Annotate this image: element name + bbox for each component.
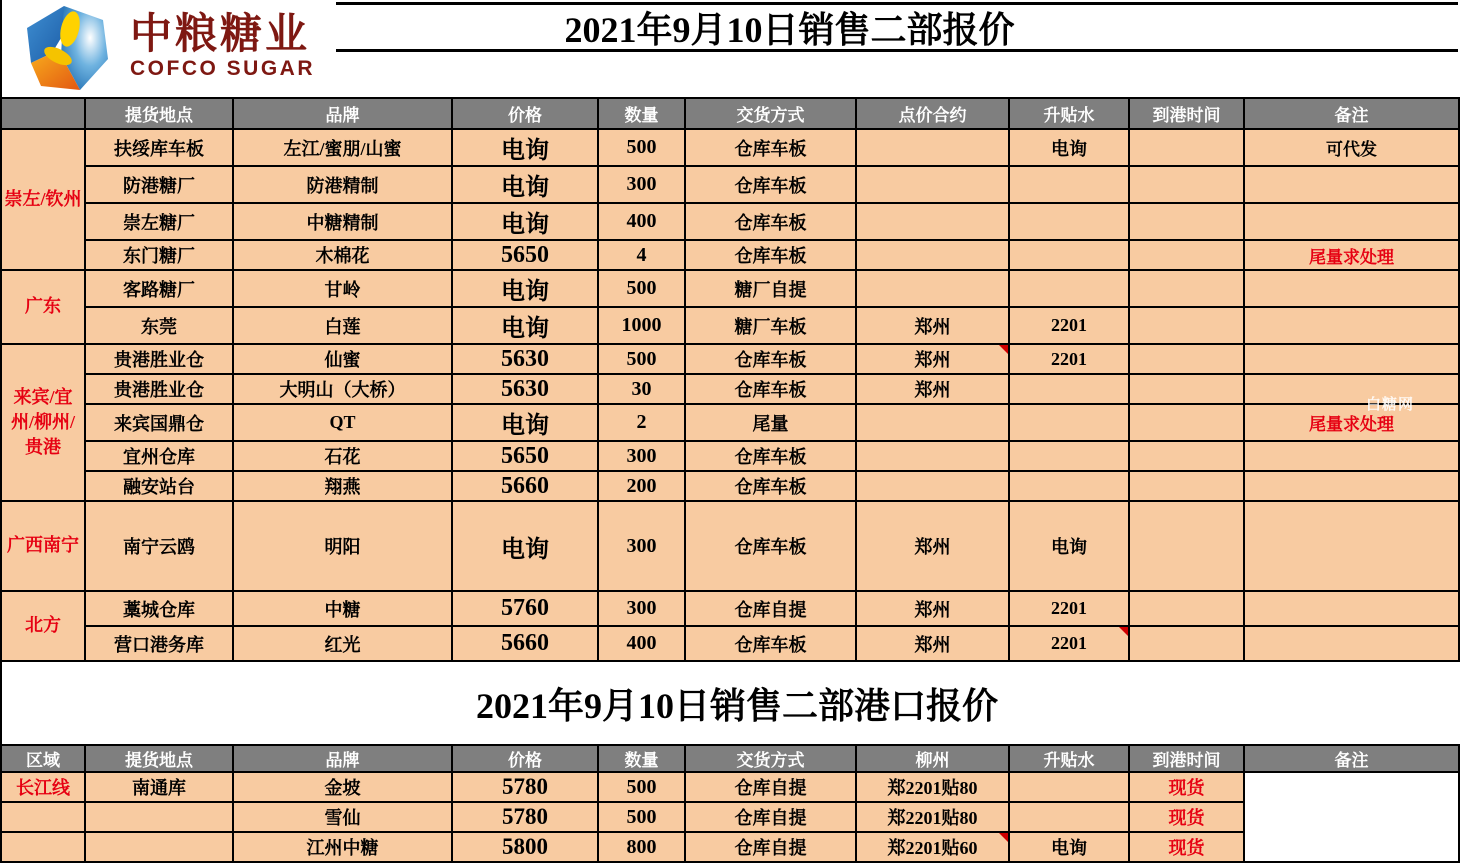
cell-price: 5780: [452, 772, 598, 802]
comment-marker-icon: [999, 345, 1008, 354]
cell-quantity: 300: [598, 441, 685, 471]
cell-price: 5630: [452, 344, 598, 374]
header-region: 区域: [1, 745, 85, 772]
cell-region: 广西南宁: [1, 501, 85, 591]
table-row: [1, 471, 1459, 501]
cell-arrival-time: [1129, 240, 1244, 270]
cell-region: [1, 832, 85, 862]
cell-delivery-method: 仓库自提: [685, 591, 856, 626]
cell-premium-discount: 电询: [1009, 501, 1129, 591]
cell-pickup-location: 贵港胜业仓: [85, 344, 233, 374]
cell-arrival-time: 现货: [1129, 772, 1244, 802]
header-quantity: 数量: [598, 745, 685, 772]
cell-arrival-time: [1129, 166, 1244, 203]
cell-brand: 中糖精制: [233, 203, 452, 240]
header-price: 价格: [452, 745, 598, 772]
cell-pickup-location: [85, 832, 233, 862]
cell-arrival-time: 现货: [1129, 832, 1244, 862]
cell-pickup-location: 客路糖厂: [85, 270, 233, 307]
cell-remark: [1244, 166, 1459, 203]
cell-quantity: 800: [598, 832, 685, 862]
cell-delivery-method: 仓库车板: [685, 626, 856, 661]
cell-premium-discount: [1009, 240, 1129, 270]
cell-price: 电询: [452, 203, 598, 240]
cell-premium-discount: [1009, 471, 1129, 501]
cell-pickup-location: 来宾国鼎仓: [85, 404, 233, 441]
table-row: [1, 501, 1459, 591]
cell-pickup-location: 融安站台: [85, 471, 233, 501]
top-banner: [0, 0, 1458, 97]
cell-price: 5650: [452, 441, 598, 471]
cell-premium-discount: [1009, 166, 1129, 203]
cell-pricing-contract: 郑州: [856, 501, 1009, 591]
main-title-rule: [336, 2, 1458, 52]
cell-brand: 仙蜜: [233, 344, 452, 374]
cell-remark: [1244, 307, 1459, 344]
cell-pricing-contract: [856, 203, 1009, 240]
comment-marker-icon: [999, 833, 1008, 842]
cofco-logo-icon: [14, 3, 114, 95]
cell-premium-discount: 电询: [1009, 129, 1129, 166]
cell-remark: 可代发: [1244, 129, 1459, 166]
cell-arrival-time: [1129, 471, 1244, 501]
cell-delivery-method: 仓库车板: [685, 166, 856, 203]
table-row: [1, 626, 1459, 661]
comment-marker-icon: [1119, 627, 1128, 636]
header-arrival-time: 到港时间: [1129, 745, 1244, 772]
cell-quantity: 200: [598, 471, 685, 501]
cell-arrival-time: [1129, 501, 1244, 591]
table-row: [1, 802, 1459, 832]
cell-pickup-location: 扶绥库车板: [85, 129, 233, 166]
cell-region: 长江线: [1, 772, 85, 802]
cell-brand: 江州中糖: [233, 832, 452, 862]
cell-premium-discount: [1009, 802, 1129, 832]
cell-region: 来宾/宜州/柳州/贵港: [1, 344, 85, 501]
table-row: [1, 832, 1459, 862]
cell-pricing-contract: 郑州: [856, 626, 1009, 661]
header-price: 价格: [452, 98, 598, 129]
cell-premium-discount: 2201: [1009, 307, 1129, 344]
cell-pickup-location: 东莞: [85, 307, 233, 344]
header-quantity: 数量: [598, 98, 685, 129]
cell-quantity: 300: [598, 166, 685, 203]
cell-remark: [1244, 270, 1459, 307]
cell-quantity: 300: [598, 591, 685, 626]
cell-pickup-location: 营口港务库: [85, 626, 233, 661]
cell-quantity: 1000: [598, 307, 685, 344]
cell-brand: 翔燕: [233, 471, 452, 501]
header-arrival-time: 到港时间: [1129, 98, 1244, 129]
header-premium-discount: 升贴水: [1009, 745, 1129, 772]
cell-brand: 金坡: [233, 772, 452, 802]
cell-remark: [1244, 626, 1459, 661]
cell-remark: [1244, 471, 1459, 501]
table-row: [1, 344, 1459, 374]
cell-brand: 雪仙: [233, 802, 452, 832]
cell-brand: QT: [233, 404, 452, 441]
cell-delivery-method: 仓库车板: [685, 374, 856, 404]
cell-arrival-time: [1129, 374, 1244, 404]
cell-pricing-contract: [856, 240, 1009, 270]
cell-liuzhou-contract: 郑2201贴80: [856, 802, 1009, 832]
cell-premium-discount: 2201: [1009, 591, 1129, 626]
cell-pricing-contract: [856, 441, 1009, 471]
cell-quantity: 2: [598, 404, 685, 441]
header-pricing-contract: 点价合约: [856, 98, 1009, 129]
cell-pickup-location: 南通库: [85, 772, 233, 802]
cell-delivery-method: 仓库车板: [685, 240, 856, 270]
cell-price: 电询: [452, 501, 598, 591]
header-remark: 备注: [1244, 98, 1459, 129]
brand-block: [130, 12, 315, 81]
cell-pricing-contract: 郑州: [856, 374, 1009, 404]
cell-arrival-time: [1129, 626, 1244, 661]
cell-delivery-method: 仓库自提: [685, 832, 856, 862]
cell-region: 北方: [1, 591, 85, 661]
cell-quantity: 300: [598, 501, 685, 591]
cell-region: [1, 802, 85, 832]
cell-delivery-method: 仓库车板: [685, 129, 856, 166]
table-row: [1, 374, 1459, 404]
cell-premium-discount: [1009, 374, 1129, 404]
table-row: [1, 270, 1459, 307]
cell-price: 5760: [452, 591, 598, 626]
cell-pricing-contract: 郑州: [856, 344, 1009, 374]
cell-delivery-method: 仓库自提: [685, 772, 856, 802]
cell-quantity: 400: [598, 626, 685, 661]
cell-arrival-time: [1129, 591, 1244, 626]
cell-delivery-method: 仓库自提: [685, 802, 856, 832]
header-premium-discount: 升贴水: [1009, 98, 1129, 129]
cell-brand: 大明山（大桥）: [233, 374, 452, 404]
cell-premium-discount: [1009, 404, 1129, 441]
cell-price: 5660: [452, 471, 598, 501]
port-title-row: [0, 662, 1458, 744]
cell-price: 5800: [452, 832, 598, 862]
cell-pickup-location: 宜州仓库: [85, 441, 233, 471]
cell-pickup-location: 南宁云鸥: [85, 501, 233, 591]
cell-delivery-method: 糖厂车板: [685, 307, 856, 344]
cell-remark: [1244, 441, 1459, 471]
cell-arrival-time: 现货: [1129, 802, 1244, 832]
cell-quantity: 30: [598, 374, 685, 404]
cell-pricing-contract: [856, 129, 1009, 166]
cell-pickup-location: 东门糖厂: [85, 240, 233, 270]
cell-delivery-method: 仓库车板: [685, 471, 856, 501]
cell-premium-discount: 电询: [1009, 832, 1129, 862]
table-row: [1, 404, 1459, 441]
cell-pickup-location: 崇左糖厂: [85, 203, 233, 240]
cell-delivery-method: 仓库车板: [685, 203, 856, 240]
cell-quantity: 4: [598, 240, 685, 270]
brand-name-cn: 中粮糖业: [130, 10, 311, 57]
cell-quantity: 500: [598, 270, 685, 307]
cell-premium-discount: 2201: [1009, 626, 1129, 661]
cell-price: 5780: [452, 802, 598, 832]
cell-brand: 白莲: [233, 307, 452, 344]
cell-pricing-contract: 郑州: [856, 307, 1009, 344]
cell-pickup-location: 贵港胜业仓: [85, 374, 233, 404]
watermark: 白糖网: [1366, 396, 1415, 413]
cell-arrival-time: [1129, 129, 1244, 166]
table-row: [1, 240, 1459, 270]
cell-quantity: 500: [598, 802, 685, 832]
cell-quantity: 500: [598, 344, 685, 374]
cell-region: 广东: [1, 270, 85, 344]
cell-price: 5630: [452, 374, 598, 404]
cell-brand: 石花: [233, 441, 452, 471]
quote-table-port: [0, 744, 1460, 863]
cell-delivery-method: 仓库车板: [685, 441, 856, 471]
table-row: [1, 307, 1459, 344]
table-row: [1, 166, 1459, 203]
cell-pricing-contract: [856, 270, 1009, 307]
cell-delivery-method: 仓库车板: [685, 344, 856, 374]
cell-pricing-contract: [856, 404, 1009, 441]
cell-remark: [1244, 344, 1459, 374]
cell-arrival-time: [1129, 441, 1244, 471]
table-row: [1, 129, 1459, 166]
cell-remark: [1244, 772, 1459, 862]
main-table-header: [1, 98, 1459, 129]
cell-pricing-contract: 郑州: [856, 591, 1009, 626]
cell-price: 电询: [452, 404, 598, 441]
cell-arrival-time: [1129, 203, 1244, 240]
cell-arrival-time: [1129, 344, 1244, 374]
cell-price: 5660: [452, 626, 598, 661]
cell-brand: 红光: [233, 626, 452, 661]
cell-brand: 防港精制: [233, 166, 452, 203]
cell-pickup-location: [85, 802, 233, 832]
cell-arrival-time: [1129, 404, 1244, 441]
cell-premium-discount: [1009, 270, 1129, 307]
header-remark: 备注: [1244, 745, 1459, 772]
cell-remark: 尾量求处理: [1244, 240, 1459, 270]
table-row: [1, 441, 1459, 471]
cell-price: 电询: [452, 129, 598, 166]
cell-liuzhou-contract: 郑2201贴60: [856, 832, 1009, 862]
quote-table-main: [0, 97, 1460, 662]
brand-name-en: COFCO SUGAR: [130, 57, 315, 81]
cell-pickup-location: 藁城仓库: [85, 591, 233, 626]
cell-brand: 甘岭: [233, 270, 452, 307]
header-brand: 品牌: [233, 98, 452, 129]
cell-region: 崇左/钦州: [1, 129, 85, 270]
header-pickup-location: 提货地点: [85, 745, 233, 772]
table-row: [1, 772, 1459, 802]
cell-price: 电询: [452, 270, 598, 307]
cell-pricing-contract: [856, 471, 1009, 501]
header-delivery-method: 交货方式: [685, 745, 856, 772]
cell-price: 电询: [452, 307, 598, 344]
cell-brand: 中糖: [233, 591, 452, 626]
cell-arrival-time: [1129, 270, 1244, 307]
port-title: 2021年9月10日销售二部港口报价: [475, 685, 998, 726]
cell-pricing-contract: [856, 166, 1009, 203]
cell-remark: [1244, 501, 1459, 591]
cell-premium-discount: [1009, 772, 1129, 802]
cell-delivery-method: 尾量: [685, 404, 856, 441]
cell-premium-discount: 2201: [1009, 344, 1129, 374]
cell-delivery-method: 糖厂自提: [685, 270, 856, 307]
cell-quantity: 500: [598, 129, 685, 166]
table-row: [1, 591, 1459, 626]
cell-brand: 左江/蜜朋/山蜜: [233, 129, 452, 166]
cell-premium-discount: [1009, 203, 1129, 240]
cell-quantity: 500: [598, 772, 685, 802]
cell-price: 5650: [452, 240, 598, 270]
cell-price: 电询: [452, 166, 598, 203]
cell-remark: [1244, 591, 1459, 626]
cell-brand: 木棉花: [233, 240, 452, 270]
cell-quantity: 400: [598, 203, 685, 240]
cell-remark: [1244, 203, 1459, 240]
table-row: [1, 203, 1459, 240]
header-liuzhou-contract: 柳州: [856, 745, 1009, 772]
header-delivery-method: 交货方式: [685, 98, 856, 129]
port-table-header: [1, 745, 1459, 772]
header-region: [1, 98, 85, 129]
main-title: 2021年9月10日销售二部报价: [564, 9, 1015, 50]
cell-premium-discount: [1009, 441, 1129, 471]
header-brand: 品牌: [233, 745, 452, 772]
cell-liuzhou-contract: 郑2201贴80: [856, 772, 1009, 802]
cell-delivery-method: 仓库车板: [685, 501, 856, 591]
cell-pickup-location: 防港糖厂: [85, 166, 233, 203]
cell-remark: [1244, 374, 1459, 404]
header-pickup-location: 提货地点: [85, 98, 233, 129]
cell-remark: 尾量求处理: [1244, 404, 1459, 441]
cell-arrival-time: [1129, 307, 1244, 344]
cell-brand: 明阳: [233, 501, 452, 591]
